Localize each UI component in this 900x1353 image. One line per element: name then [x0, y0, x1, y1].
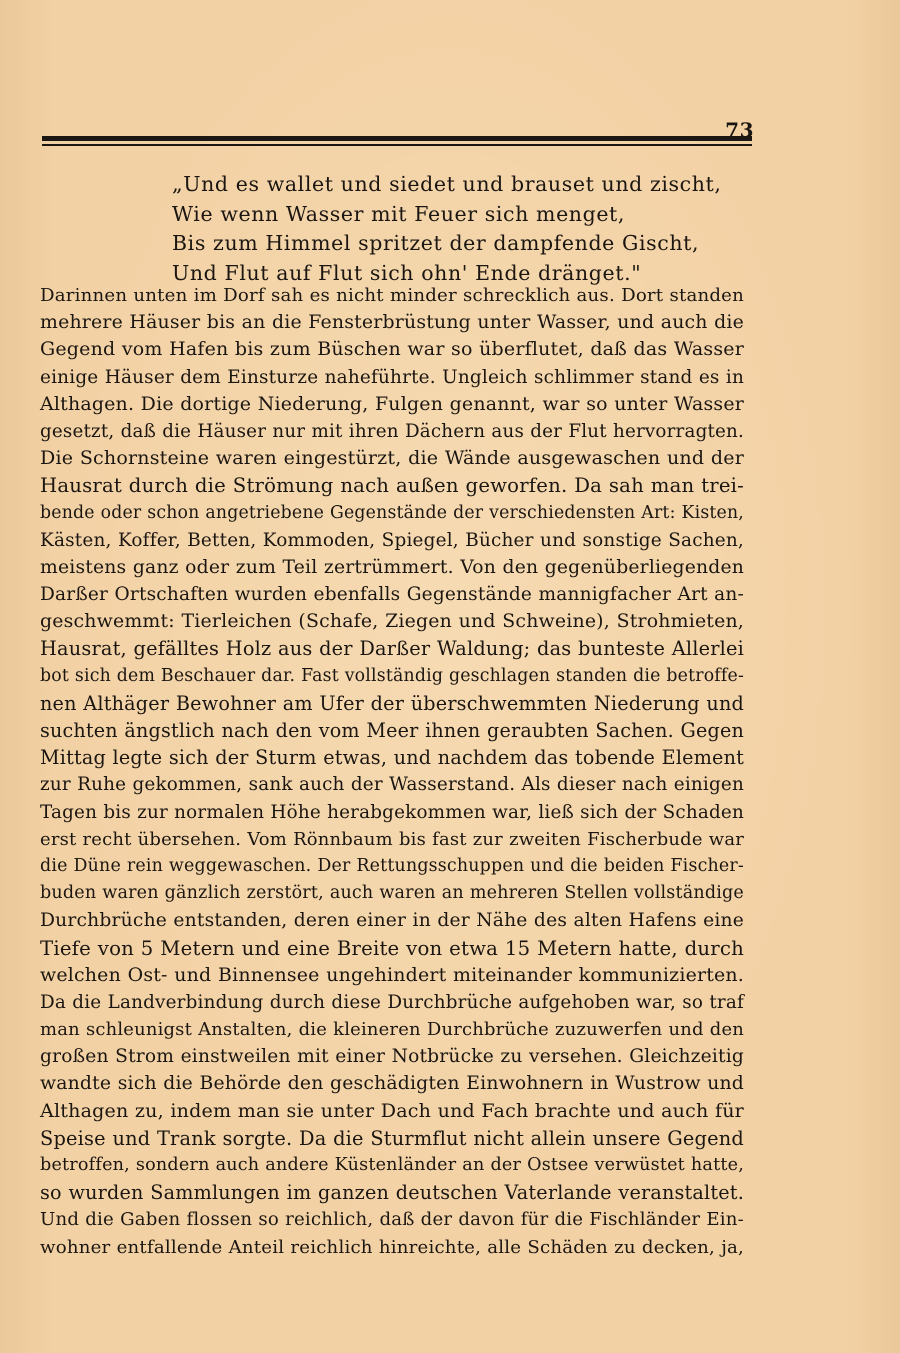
text-line: Darinnen unten im Dorf sah es nicht minder schrecklich aus. Dort standen [40, 285, 744, 306]
header-rule-thick [42, 136, 752, 141]
text-line: wohner entfallende Anteil reichlich hinreichte, alle Schäden zu decken, ja, [40, 1236, 744, 1258]
text-line: Da die Landverbindung durch diese Durchbrüche aufgehoben war, so traf [40, 991, 744, 1013]
poem-line: Bis zum Himmel spritzet der dampfende Gischt, [172, 231, 700, 255]
text-line: Gegend vom Hafen bis zum Büschen war so überflutet, daß das Wasser [40, 338, 744, 361]
text-line: nen Althäger Bewohner am Ufer der überschwemmten Niederung und [40, 691, 744, 715]
text-line: mehrere Häuser bis an die Fensterbrüstung unter Wasser, und auch die [40, 311, 744, 334]
text-line: Mittag legte sich der Sturm etwas, und nachdem das tobende Element [40, 746, 744, 770]
text-line: Tagen bis zur normalen Höhe herabgekommen war, ließ sich der Schaden [40, 801, 744, 823]
text-line: wandte sich die Behörde den geschädigten Einwohnern in Wustrow und [40, 1073, 744, 1095]
poem-quote [172, 170, 722, 288]
text-line: großen Strom einstweilen mit einer Notbrücke zu versehen. Gleichzeitig [40, 1046, 744, 1068]
page-number: 73 [725, 118, 754, 142]
text-line: Tiefe von 5 Metern und eine Breite von etwa 15 Metern hatte, durch [40, 936, 744, 960]
poem-line: Und Flut auf Flut sich ohn' Ende dränget." [172, 260, 642, 285]
text-line: Kästen, Koffer, Betten, Kommoden, Spiegel, Bücher und sonstige Sachen, [40, 529, 744, 551]
text-line: suchten ängstlich nach den vom Meer ihnen geraubten Sachen. Gegen [40, 719, 744, 742]
text-line: die Düne rein weggewaschen. Der Rettungsschuppen und die beiden Fischer- [40, 855, 744, 876]
text-line: welchen Ost- und Binnensee ungehindert miteinander kommunizierten. [40, 963, 744, 986]
header-rule-thin [42, 144, 752, 146]
text-line: Speise und Trank sorgte. Da die Sturmflut nicht allein unsere Gegend [40, 1126, 744, 1150]
text-line: zur Ruhe gekommen, sank auch der Wasserstand. Als dieser nach einigen [40, 774, 744, 796]
text-line: Hausrat, gefälltes Holz aus der Darßer Waldung; das bunteste Allerlei [40, 637, 744, 661]
text-line: bende oder schon angetriebene Gegenstände der verschiedensten Art: Kisten, [40, 502, 744, 523]
text-line: Die Schornsteine waren eingestürzt, die Wände ausgewaschen und der [40, 447, 744, 470]
text-line: erst recht übersehen. Vom Rönnbaum bis fast zur zweiten Fischerbude war [40, 828, 744, 850]
text-line: gesetzt, daß die Häuser nur mit ihren Dächern aus der Flut hervorragten. [40, 420, 744, 442]
text-line: meistens ganz oder zum Teil zertrümmert. Von den gegenüberliegenden [40, 556, 744, 578]
text-line: einige Häuser dem Einsturze naheführte. Ungleich schlimmer stand es in [40, 366, 744, 388]
text-line: betroffen, sondern auch andere Küstenländer an der Ostsee verwüstet hatte, [40, 1155, 744, 1175]
text-line: so wurden Sammlungen im ganzen deutschen Vaterlande veranstaltet. [40, 1181, 744, 1205]
poem-line: „Und es wallet und siedet und brauset und zischt, [172, 172, 722, 196]
text-line: Hausrat durch die Strömung nach außen geworfen. Da sah man trei- [40, 474, 744, 498]
text-line: man schleunigst Anstalten, die kleineren Durchbrüche zuzuwerfen und den [40, 1019, 744, 1041]
poem-line: Wie wenn Wasser mit Feuer sich menget, [172, 201, 626, 226]
text-line: Durchbrüche entstanden, deren einer in der Nähe des alten Hafens eine [40, 910, 744, 932]
body-paragraph [40, 282, 744, 1261]
text-line: Darßer Ortschaften wurden ebenfalls Gegenstände mannigfacher Art an- [40, 584, 744, 606]
text-line: Und die Gaben flossen so reichlich, daß der davon für die Fischländer Ein- [40, 1209, 744, 1231]
text-line: bot sich dem Beschauer dar. Fast vollständig geschlagen standen die betroffe- [40, 665, 744, 686]
text-line: Althagen. Die dortige Niederung, Fulgen genannt, war so unter Wasser [40, 392, 744, 415]
text-line: buden waren gänzlich zerstört, auch waren an mehreren Stellen vollständige [40, 883, 744, 904]
text-line: geschwemmt: Tierleichen (Schafe, Ziegen und Schweine), Strohmieten, [40, 610, 744, 633]
text-line: Althagen zu, indem man sie unter Dach und Fach brachte und auch für [40, 1099, 744, 1122]
